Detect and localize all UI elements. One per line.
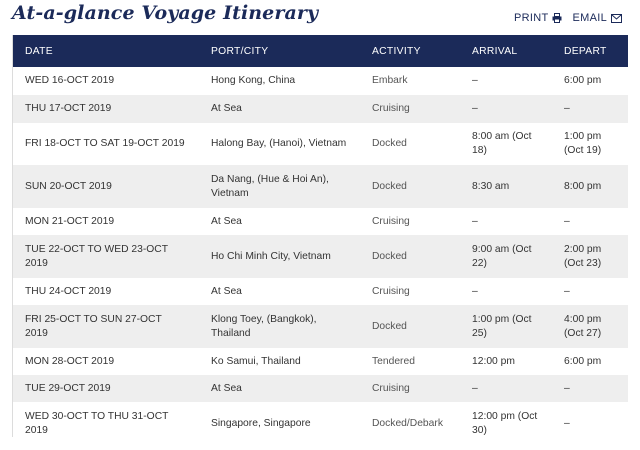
table-row [13,95,628,123]
port-cell: At Sea [211,382,242,394]
depart-cell: – [564,215,570,227]
activity-cell: Docked [372,180,407,192]
depart-cell: 4:00 pm (Oct 27) [564,313,602,339]
table-row [13,208,628,235]
print-link[interactable] [514,12,563,24]
table-row [13,278,628,305]
depart-cell: – [564,417,570,429]
email-link[interactable] [572,12,622,24]
arrival-cell: – [472,285,478,297]
table-row [13,235,628,278]
date-cell: MON 28-OCT 2019 [25,355,115,367]
depart-cell: 6:00 pm [564,75,602,86]
activity-cell: Cruising [372,103,410,114]
column-header-date: DATE [25,45,53,57]
activity-cell: Cruising [372,382,410,394]
table-row [13,402,628,445]
column-header-port: PORT/CITY [211,45,269,57]
table-row [13,123,628,165]
email-label: EMAIL [572,12,607,24]
port-cell: Halong Bay, (Hanoi), Vietnam [211,138,347,149]
date-cell: TUE 29-OCT 2019 [25,382,111,394]
port-cell: Klong Toey, (Bangkok), Thailand [211,313,317,339]
date-cell: WED 30-OCT TO THU 31-OCT 2019 [25,410,169,436]
port-cell: At Sea [211,103,242,114]
arrival-cell: 8:00 am (Oct 18) [472,131,532,156]
printer-icon [552,13,562,23]
arrival-cell: 12:00 pm [472,355,515,367]
depart-cell: 8:00 pm [564,180,602,192]
table-row [13,305,628,348]
port-cell: At Sea [211,285,242,297]
column-header-arrival: ARRIVAL [472,45,518,57]
activity-cell: Cruising [372,285,410,297]
depart-cell: 1:00 pm (Oct 19) [564,131,602,156]
print-label: PRINT [513,12,549,24]
activity-cell: Cruising [372,215,410,227]
arrival-cell: – [472,103,478,114]
itinerary-header [12,0,628,34]
activity-cell: Tendered [372,355,415,367]
date-cell: THU 24-OCT 2019 [25,285,112,297]
arrival-cell: – [472,215,478,227]
header-row [13,35,628,67]
column-header-activity: ACTIVITY [372,45,421,57]
activity-cell: Docked/Debark [372,417,443,429]
arrival-cell: 1:00 pm (Oct 25) [472,313,532,339]
depart-cell: 2:00 pm (Oct 23) [564,243,602,269]
date-cell: SUN 20-OCT 2019 [25,180,112,192]
arrival-cell: 12:00 pm (Oct 30) [472,410,538,436]
arrival-cell: 8:30 am [472,180,510,192]
itinerary-table [13,35,628,445]
depart-cell: – [564,103,570,114]
port-cell: Da Nang, (Hue & Hoi An), Vietnam [211,173,329,199]
date-cell: FRI 18-OCT TO SAT 19-OCT 2019 [25,138,185,149]
envelope-icon [611,14,622,23]
page-title: At-a-glance Voyage Itinerary [12,2,319,24]
table-header [13,35,628,67]
port-cell: Singapore, Singapore [211,417,311,429]
table-row [13,348,628,375]
activity-cell: Embark [372,75,408,86]
depart-cell: – [564,285,570,297]
table-body [13,67,628,445]
date-cell: MON 21-OCT 2019 [25,215,115,227]
port-cell: Hong Kong, China [211,75,296,86]
date-cell: WED 16-OCT 2019 [25,75,115,86]
date-cell: FRI 25-OCT TO SUN 27-OCT 2019 [25,313,162,339]
arrival-cell: – [472,382,478,394]
table-row [13,165,628,208]
header-actions [514,12,622,24]
activity-cell: Docked [372,320,407,332]
port-cell: Ho Chi Minh City, Vietnam [211,250,331,262]
depart-cell: 6:00 pm [564,355,602,367]
port-cell: Ko Samui, Thailand [211,355,301,367]
arrival-cell: – [472,75,478,86]
date-cell: THU 17-OCT 2019 [25,103,112,114]
arrival-cell: 9:00 am (Oct 22) [472,243,532,269]
depart-cell: – [564,382,570,394]
itinerary-table-wrapper [12,35,627,437]
activity-cell: Docked [372,250,407,262]
port-cell: At Sea [211,215,242,227]
activity-cell: Docked [372,138,407,149]
table-row [13,375,628,402]
date-cell: TUE 22-OCT TO WED 23-OCT 2019 [25,243,168,269]
column-header-depart: DEPART [564,45,607,57]
table-row [13,67,628,95]
